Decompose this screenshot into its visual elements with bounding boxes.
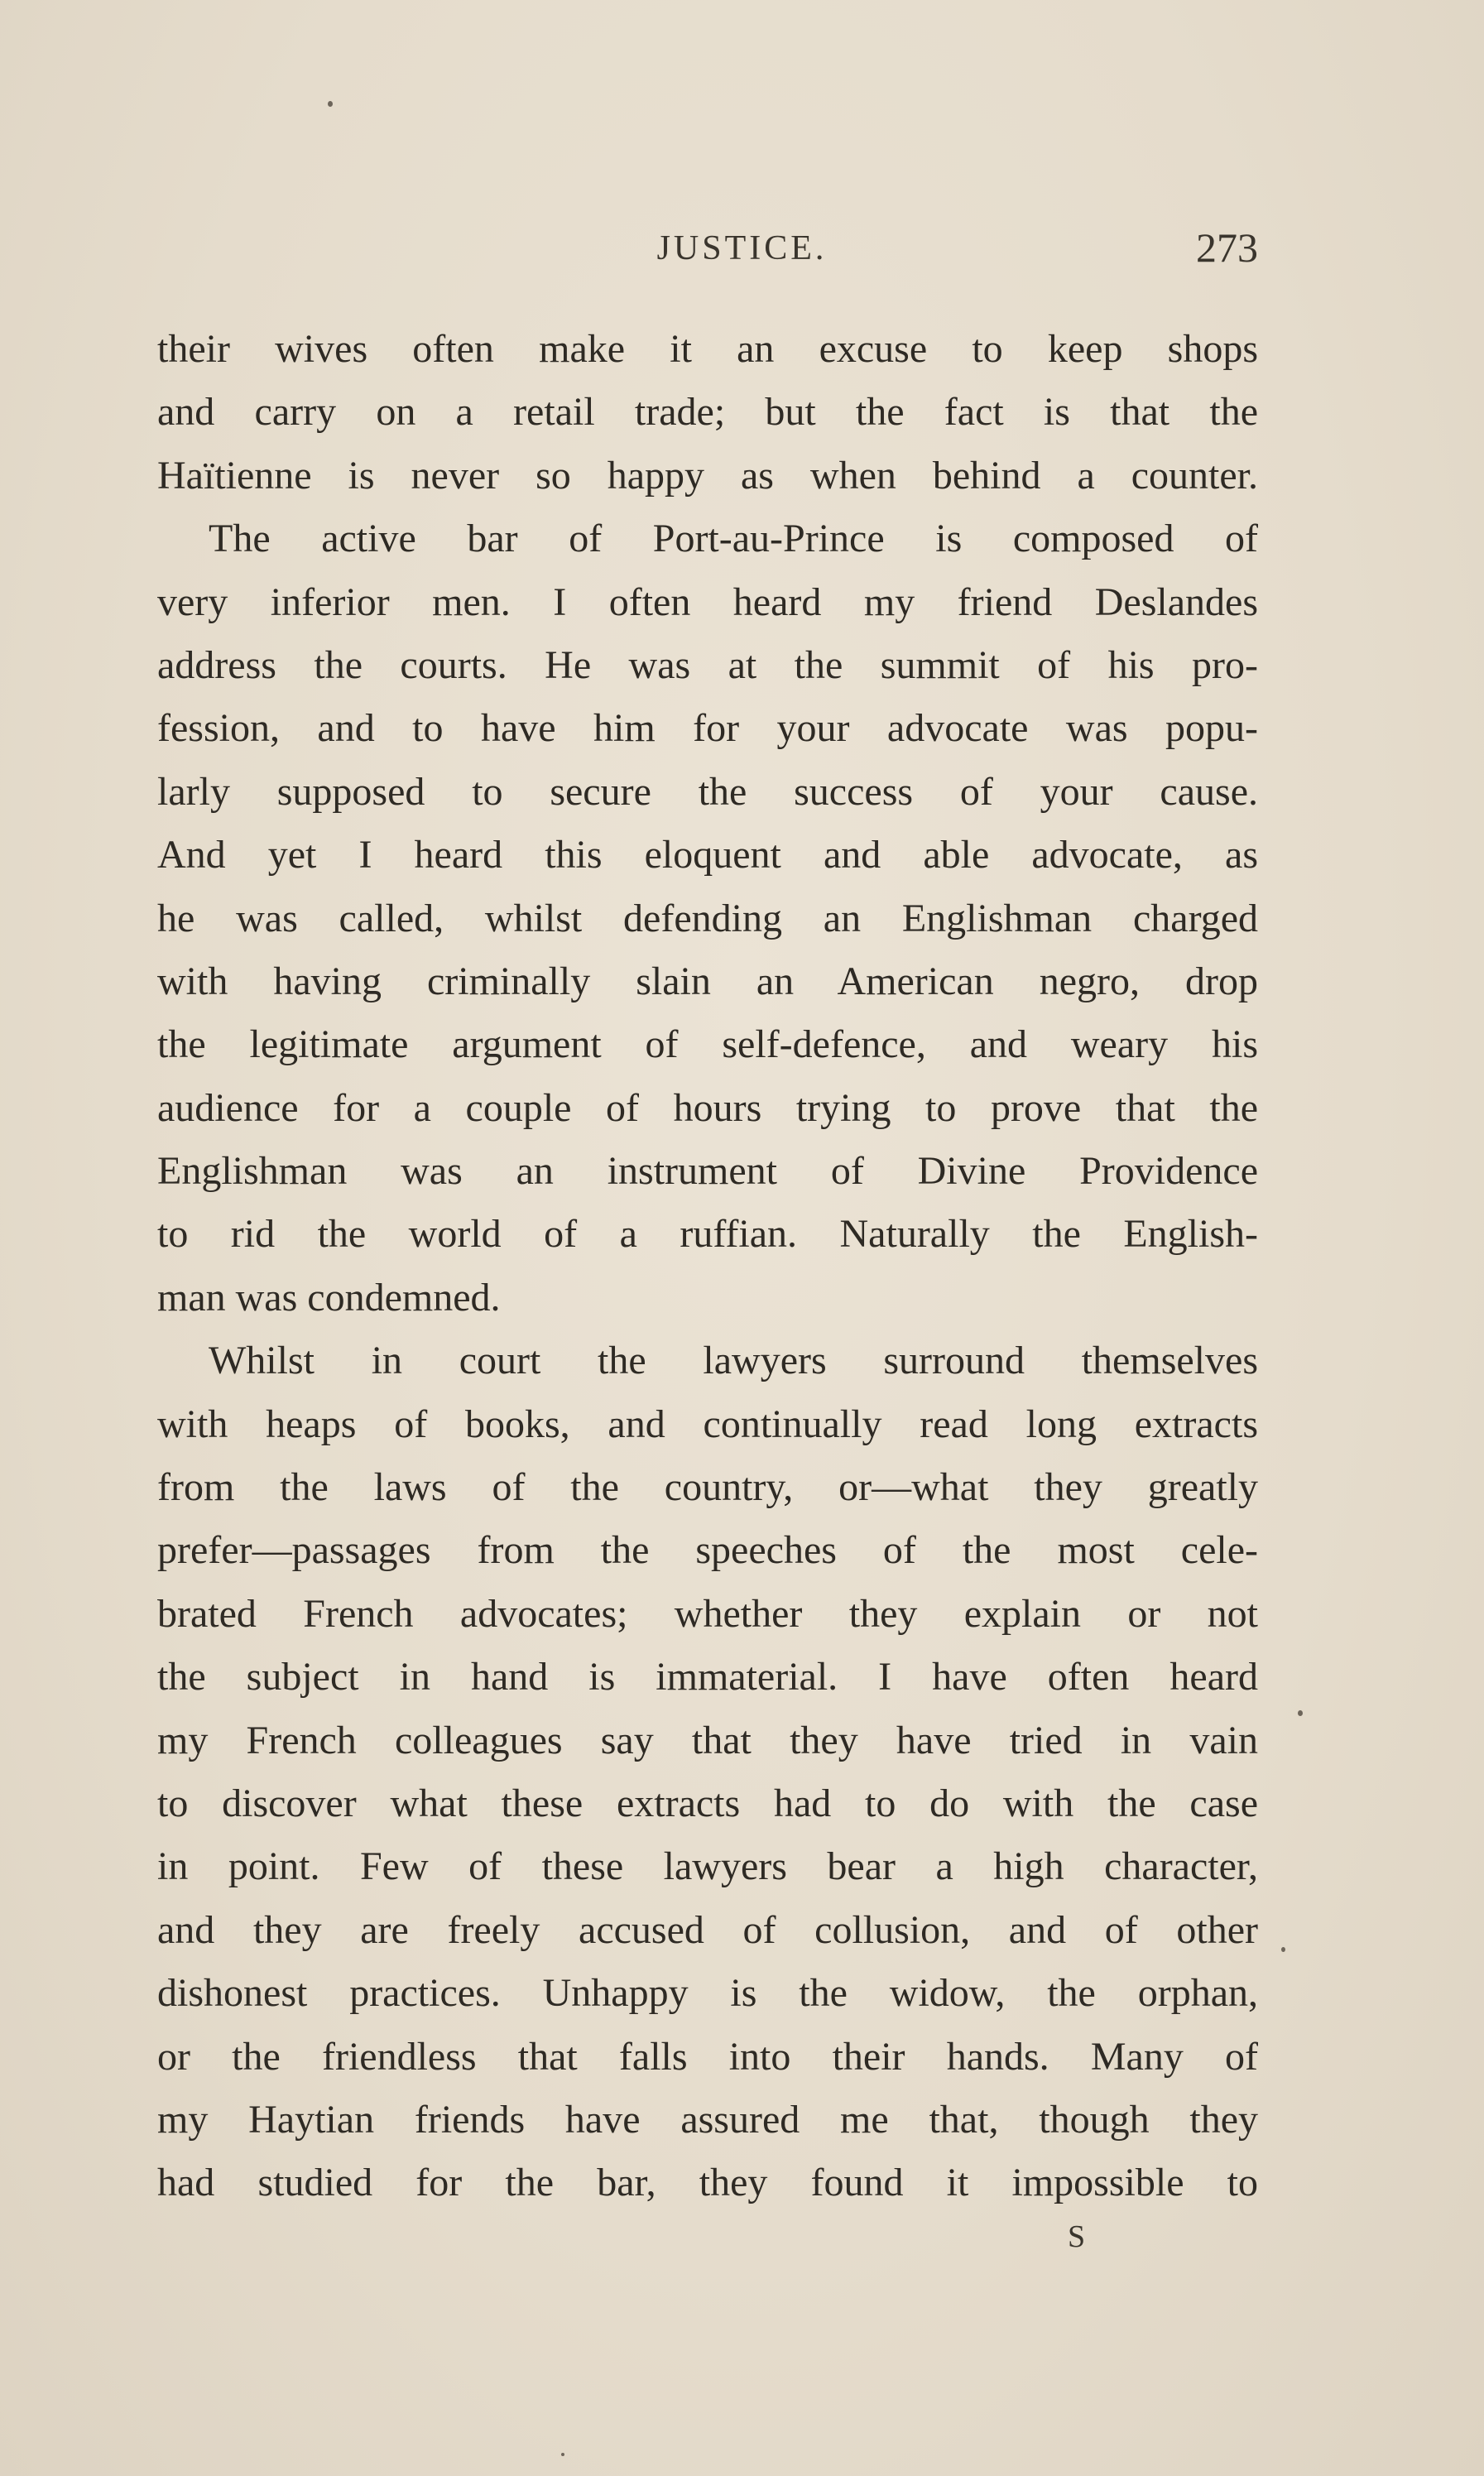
running-title: JUSTICE.	[656, 229, 828, 267]
text-line: he was called, whilst defending an Englishman charged	[157, 896, 1258, 940]
text-line: brated French advocates; whether they explain or not	[157, 1591, 1258, 1636]
page-number: 273	[1196, 224, 1258, 271]
text-line: Englishman was an instrument of Divine Providence	[157, 1149, 1258, 1194]
text-line: larly supposed to secure the success of your cause.	[157, 769, 1258, 814]
text-line: my Haytian friends have assured me that, though they	[157, 2097, 1258, 2142]
text-line: had studied for the bar, they found it impossible to	[157, 2161, 1258, 2205]
text-line: And yet I heard this eloquent and able advocate, as	[157, 833, 1258, 877]
ink-speck	[1281, 1947, 1285, 1952]
text-line: to rid the world of a ruffian. Naturally the English-	[157, 1212, 1258, 1257]
text-line: prefer—passages from the speeches of the most cele-	[157, 1528, 1258, 1573]
ink-speck	[1298, 1710, 1303, 1716]
text-line: to discover what these extracts had to do with the case	[157, 1781, 1258, 1825]
text-line: their wives often make it an excuse to keep shops	[157, 327, 1258, 371]
text-line: or the friendless that falls into their hands. Many of	[157, 2034, 1258, 2079]
text-line: from the laws of the country, or—what they greatly	[157, 1465, 1258, 1510]
text-line: audience for a couple of hours trying to prove that the	[157, 1085, 1258, 1130]
text-line: my French colleagues say that they have tried in vain	[157, 1718, 1258, 1762]
text-line: and carry on a retail trade; but the fact is that the	[157, 390, 1258, 435]
text-line: with heaps of books, and continually read long extracts	[157, 1401, 1258, 1446]
signature-mark: S	[1068, 2219, 1086, 2254]
ink-speck	[328, 101, 333, 107]
text-line: in point. Few of these lawyers bear a high character,	[157, 1844, 1258, 1889]
text-line: Whilst in court the lawyers surround themselves	[209, 1339, 1258, 1383]
text-line: man was condemned.	[157, 1275, 501, 1320]
text-line: with having criminally slain an American negro, drop	[157, 959, 1258, 1003]
text-line: very inferior men. I often heard my friend Deslandes	[157, 579, 1258, 624]
text-line: the subject in hand is immaterial. I have often heard	[157, 1655, 1258, 1700]
text-line: Haïtienne is never so happy as when behind a counter.	[157, 453, 1258, 498]
body-text	[157, 318, 1258, 2215]
text-line: address the courts. He was at the summit of his pro-	[157, 642, 1258, 687]
text-line: dishonest practices. Unhappy is the widow, the orphan,	[157, 1971, 1258, 2016]
text-line: and they are freely accused of collusion, and of other	[157, 1907, 1258, 1952]
text-line: The active bar of Port-au-Prince is composed of	[209, 517, 1258, 561]
text-line: fession, and to have him for your advocate was popu-	[157, 706, 1258, 751]
text-line: the legitimate argument of self-defence, and weary his	[157, 1022, 1258, 1067]
ink-speck	[561, 2453, 564, 2456]
